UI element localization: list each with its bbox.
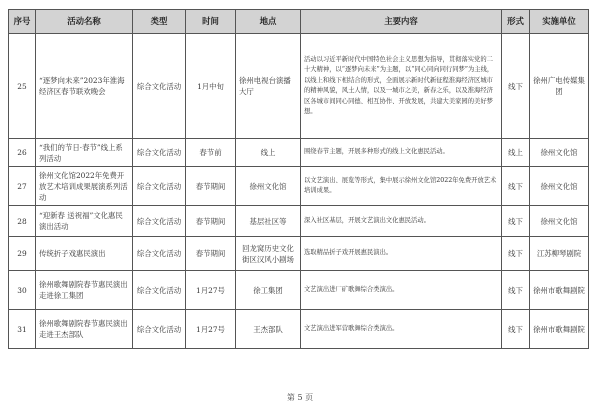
cell-main-content: 围绕春节主题，开展多种形式的线上文化惠民活动。	[301, 139, 502, 167]
header-unit: 实施单位	[530, 10, 589, 34]
cell-no: 29	[9, 237, 36, 271]
cell-type: 综合文化活动	[133, 310, 186, 349]
cell-no: 28	[9, 206, 36, 237]
table-row	[9, 310, 589, 349]
cell-time: 1月27号	[186, 271, 236, 310]
cell-no: 31	[9, 310, 36, 349]
cell-type: 综合文化活动	[133, 34, 186, 139]
cell-main-content: 文艺演出进厂矿歌舞综合类演出。	[301, 271, 502, 310]
cell-location: 徐州电视台演播大厅	[236, 34, 301, 139]
cell-activity-name: 传统折子戏惠民演出	[36, 237, 133, 271]
cell-main-content: 文艺演出进军营歌舞综合类演出。	[301, 310, 502, 349]
cell-activity-name: “我们的节日·春节”线上系列活动	[36, 139, 133, 167]
cell-type: 综合文化活动	[133, 167, 186, 206]
cell-form: 线下	[502, 167, 530, 206]
table-row	[9, 271, 589, 310]
events-table-sheet	[8, 9, 589, 349]
cell-form: 线下	[502, 237, 530, 271]
cell-unit: 徐州市歌舞剧院	[530, 310, 589, 349]
cell-location: 回龙窝历史文化街区汉风小剧场	[236, 237, 301, 271]
cell-time: 1月27号	[186, 310, 236, 349]
table-row	[9, 206, 589, 237]
cell-location: 基层社区等	[236, 206, 301, 237]
table-row	[9, 34, 589, 139]
events-table	[8, 9, 589, 349]
table-row	[9, 237, 589, 271]
header-type: 类型	[133, 10, 186, 34]
cell-form: 线上	[502, 139, 530, 167]
cell-main-content: 选取精品折子戏开展惠民演出。	[301, 237, 502, 271]
cell-time: 春节前	[186, 139, 236, 167]
cell-unit: 徐州文化馆	[530, 139, 589, 167]
cell-location: 线上	[236, 139, 301, 167]
cell-unit: 徐州文化馆	[530, 206, 589, 237]
cell-type: 综合文化活动	[133, 237, 186, 271]
cell-time: 春节期间	[186, 237, 236, 271]
cell-activity-name: 徐州歌舞剧院春节惠民演出走进徐工集团	[36, 271, 133, 310]
cell-type: 综合文化活动	[133, 139, 186, 167]
cell-type: 综合文化活动	[133, 206, 186, 237]
cell-main-content: 深入社区基层，开展文艺演出文化惠民活动。	[301, 206, 502, 237]
cell-time: 1月中旬	[186, 34, 236, 139]
cell-location: 徐州文化馆	[236, 167, 301, 206]
cell-main-content: 活动以习近平新时代中国特色社会主义思想为指导，贯彻落实党的二十大精神，以“逐梦向未来”为主题，以“同心同向同行同梦”为主线，以线上和线下相结合的形式，全面展示新时代新征程淮海经济区城市的精神风貌，风土人情，以及一城市之美，新春之乐，以及淮海经济区各城市间同心同德、相互协作、开放发展，共建大美家园的美好梦想。	[301, 34, 502, 139]
header-location: 地点	[236, 10, 301, 34]
cell-form: 线下	[502, 34, 530, 139]
header-no: 序号	[9, 10, 36, 34]
header-form: 形式	[502, 10, 530, 34]
header-main-content: 主要内容	[301, 10, 502, 34]
cell-activity-name: “迎新春 送祝福”文化惠民演出活动	[36, 206, 133, 237]
cell-unit: 徐州文化馆	[530, 167, 589, 206]
cell-unit: 江苏柳琴剧院	[530, 237, 589, 271]
cell-form: 线下	[502, 206, 530, 237]
cell-time: 春节期间	[186, 167, 236, 206]
table-header-row	[9, 10, 589, 34]
cell-no: 30	[9, 271, 36, 310]
page-number: 第 5 页	[286, 393, 314, 402]
cell-main-content: 以文艺演出、展览等形式，集中展示徐州文化馆2022年免费开放艺术培训成果。	[301, 167, 502, 206]
cell-no: 25	[9, 34, 36, 139]
cell-no: 26	[9, 139, 36, 167]
cell-unit: 徐州市歌舞剧院	[530, 271, 589, 310]
table-row	[9, 167, 589, 206]
cell-unit: 徐州广电传媒集团	[530, 34, 589, 139]
cell-activity-name: 徐州文化馆2022年免费开放艺术培训成果展演系列活动	[36, 167, 133, 206]
cell-location: 王杰部队	[236, 310, 301, 349]
table-row	[9, 139, 589, 167]
header-time: 时间	[186, 10, 236, 34]
cell-form: 线下	[502, 310, 530, 349]
cell-activity-name: “逐梦向未来”2023年淮海经济区春节联欢晚会	[36, 34, 133, 139]
cell-time: 春节期间	[186, 206, 236, 237]
cell-form: 线下	[502, 271, 530, 310]
cell-activity-name: 徐州歌舞剧院春节惠民演出走进王杰部队	[36, 310, 133, 349]
cell-type: 综合文化活动	[133, 271, 186, 310]
cell-location: 徐工集团	[236, 271, 301, 310]
header-activity-name: 活动名称	[36, 10, 133, 34]
cell-no: 27	[9, 167, 36, 206]
